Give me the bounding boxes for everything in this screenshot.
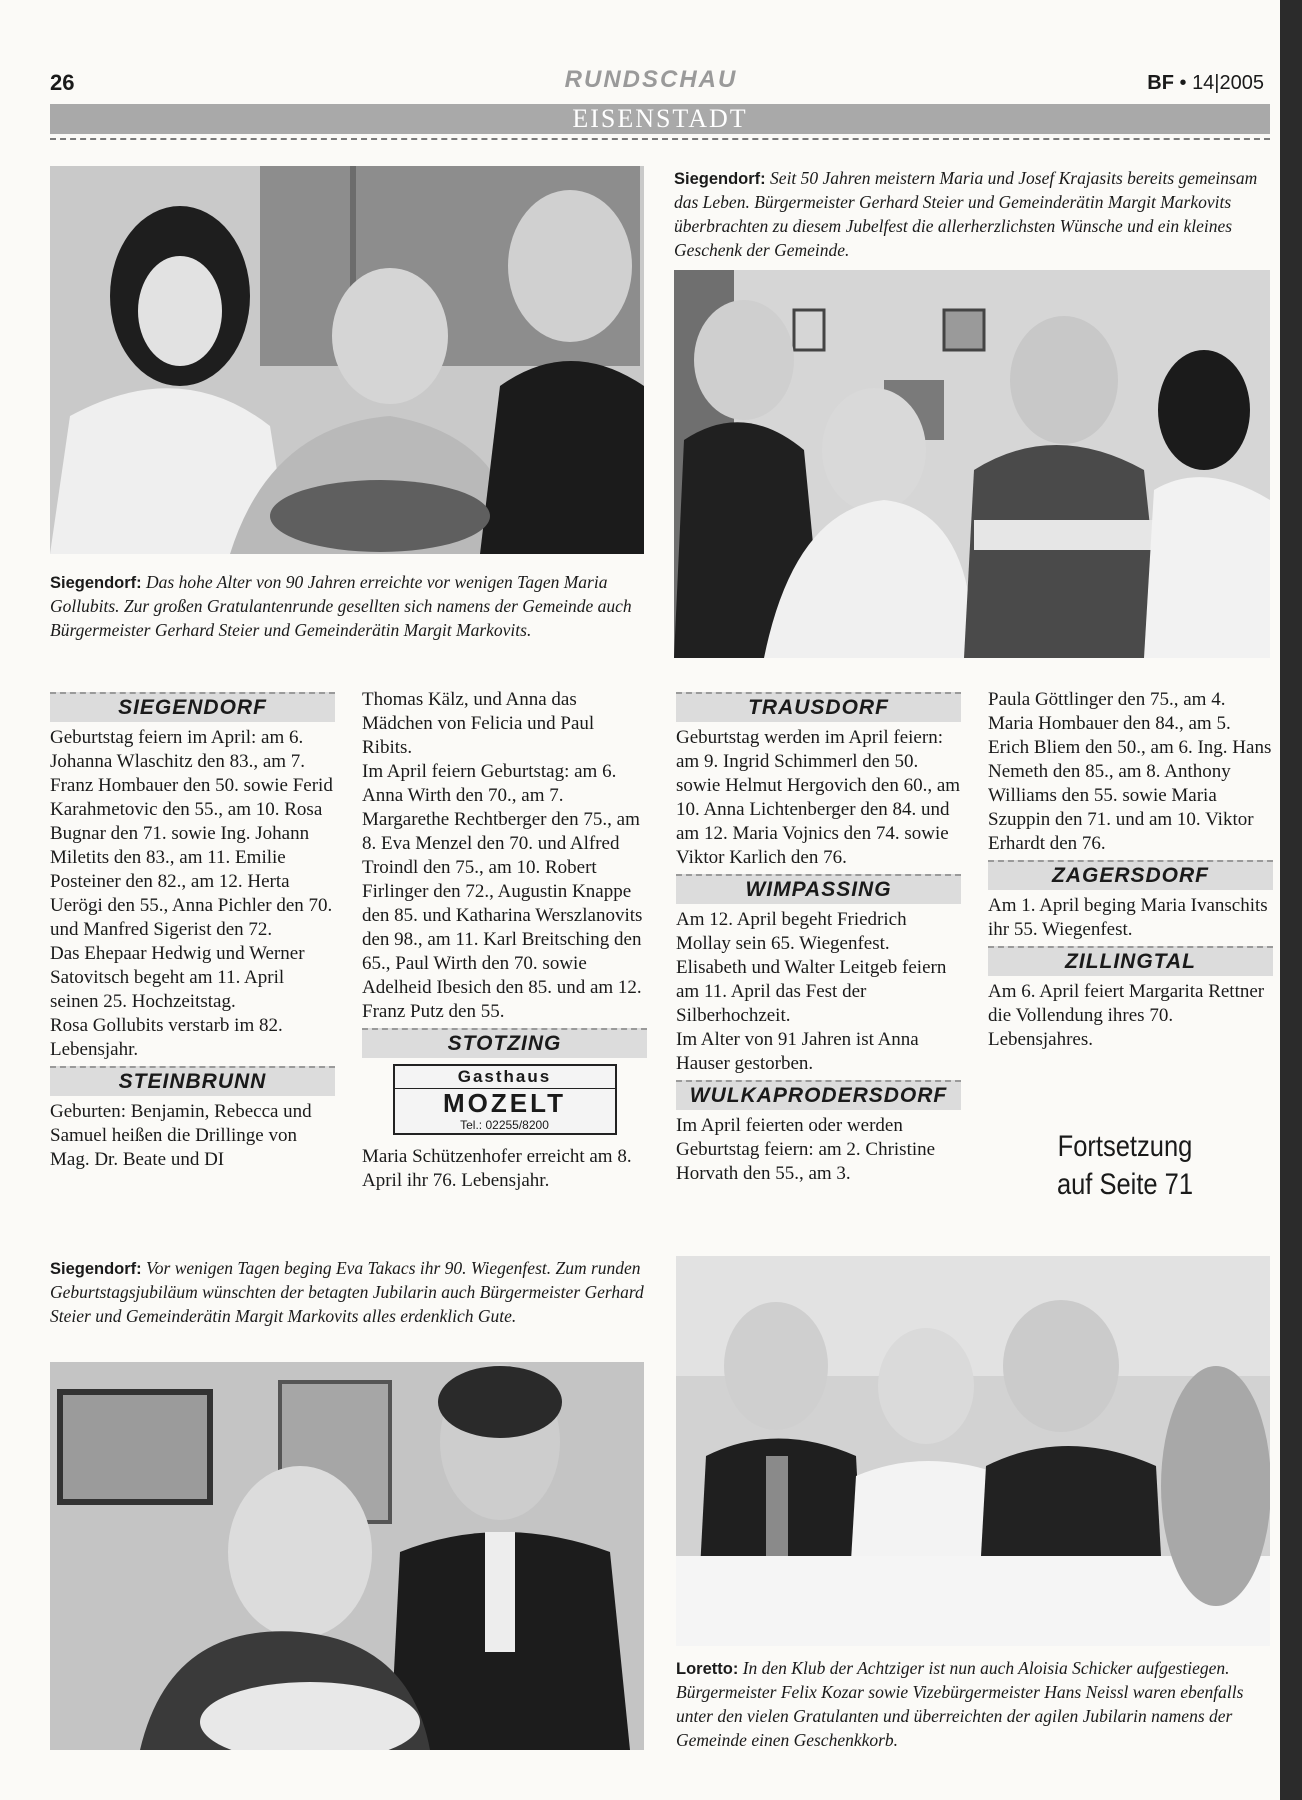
paragraph: Paula Göttlinger den 75., am 4. Maria Hombauer den 84., am 5. Erich Bliem den 50., am 6. Ing. Hans Nemeth den 85., am 8. Anthony Williams den 55. sowie Maria Szuppin den 71. und am 10. Viktor Erhardt den 76. <box>988 689 1272 854</box>
paragraph: Rosa Gollubits verstarb im 82. Lebensjahr. <box>50 1015 283 1060</box>
page-number: 26 <box>50 70 75 95</box>
issue-brand: BF <box>1147 72 1174 94</box>
continuation-line-2: auf Seite 71 <box>1056 1168 1194 1201</box>
paragraph: Im April feiern Geburtstag: am 6. Anna Wirth den 70., am 7. Margarethe Rechtberger den 75., am 8. Eva Menzel den 70. und Alfred Troindl den 75., am 10. Robert Firlinger den 72., Augustin Knappe den 85. und Katharina Werszlanovits den 98., am 11. Karl Breitsching den 65., Paul Wirth den 70. sowie Adelheid Ibesich den 85. und am 12. Franz Putz den 55. <box>362 761 643 1022</box>
paragraph: Das Ehepaar Hedwig und Werner Satovitsch begeht am 11. April seinen 25. Hochzeitstag. <box>50 943 305 1012</box>
column-1 <box>50 688 335 1172</box>
section-title: EISENSTADT <box>572 104 748 133</box>
caption-text: Seit 50 Jahren meistern Maria und Josef Krajasits bereits gemeinsam das Leben. Bürgermeister Gerhard Steier und Gemeinderätin Margit Markovits überbrachten zu diesem Jubelfest die allerherzlichsten Wünsche und ein kleines Geschenk der Gemeinde. <box>674 168 1258 260</box>
paragraph: Elisabeth und Walter Leitgeb feiern am 11. April das Fest der Silberhochzeit. <box>676 957 947 1026</box>
advertisement-gasthaus <box>393 1064 617 1135</box>
column-3 <box>676 688 961 1186</box>
caption-krajasits <box>674 166 1260 262</box>
caption-text: Vor wenigen Tagen beging Eva Takacs ihr 90. Wiegenfest. Zum runden Geburtstagsjubiläum wünschten der betagten Jubilarin auch Bürgermeister Gerhard Steier und Gemeinderätin Margit Markovits alles erdenklich Gute. <box>50 1258 644 1326</box>
continuation-note <box>1036 1128 1215 1204</box>
heading-steinbrunn: STEINBRUNN <box>50 1066 335 1096</box>
paragraph: Thomas Kälz, und Anna das Mädchen von Felicia und Paul Ribits. <box>362 689 595 758</box>
heading-trausdorf: TRAUSDORF <box>676 692 961 722</box>
issue-separator: • <box>1179 72 1187 94</box>
caption-place: Siegendorf: <box>50 574 142 592</box>
header-rule <box>50 138 1270 140</box>
caption-schicker <box>676 1656 1270 1752</box>
heading-stotzing: STOTZING <box>362 1028 647 1058</box>
photo-krajasits <box>674 270 1270 658</box>
heading-zagersdorf: ZAGERSDORF <box>988 860 1273 890</box>
heading-wulkaprodersdorf: WULKAPRODERSDORF <box>676 1080 961 1110</box>
paragraph: Am 6. April feiert Margarita Rettner die Vollendung ihres 70. Lebensjahres. <box>988 981 1265 1050</box>
paragraph: Am 12. April begeht Friedrich Mollay sein 65. Wiegenfest. <box>676 909 907 954</box>
page-spine-edge <box>1280 0 1302 1800</box>
photo-schicker <box>676 1256 1270 1646</box>
ad-line-1: Gasthaus <box>395 1066 615 1089</box>
paragraph: Im Alter von 91 Jahren ist Anna Hauser gestorben. <box>676 1029 919 1074</box>
heading-zillingtal: ZILLINGTAL <box>988 946 1273 976</box>
column-4 <box>988 688 1273 1052</box>
caption-place: Siegendorf: <box>50 1260 142 1278</box>
caption-place: Loretto: <box>676 1660 739 1678</box>
paragraph: Geburtstag werden im April feiern: am 9. Ingrid Schimmerl den 50. sowie Helmut Hergovich den 60., am 10. Anna Lichtenberger den 84. und am 12. Maria Vojnics den 74. sowie Viktor Karlich den 76. <box>676 727 961 868</box>
masthead: RUNDSCHAU <box>564 66 738 93</box>
paragraph: Am 1. April beging Maria Ivanschits ihr 55. Wiegenfest. <box>988 895 1268 940</box>
caption-gollubits <box>50 570 644 642</box>
photo-takacs <box>50 1362 644 1750</box>
heading-wimpassing: WIMPASSING <box>676 874 961 904</box>
caption-text: Das hohe Alter von 90 Jahren erreichte vor wenigen Tagen Maria Gollubits. Zur großen Gratulantenrunde gesellten sich namens der Gemeinde auch Bürgermeister Gerhard Steier und Gemeinderätin Margit Markovits. <box>50 572 632 640</box>
ad-name: MOZELT <box>443 1088 566 1118</box>
caption-text: In den Klub der Achtziger ist nun auch Aloisia Schicker aufgestiegen. Bürgermeister Felix Kozar sowie Vizebürgermeister Hans Neissl waren ebenfalls unter den vielen Gratulanten und überreichten der agilen Jubilarin namens der Gemeinde einen Geschenkkorb. <box>676 1658 1244 1750</box>
paragraph: Im April feierten oder werden Geburtstag feiern: am 2. Christine Horvath den 55., am 3. <box>676 1115 936 1184</box>
heading-siegendorf: SIEGENDORF <box>50 692 335 722</box>
column-2 <box>362 688 647 1193</box>
caption-place: Siegendorf: <box>674 170 766 188</box>
photo-gollubits <box>50 166 644 554</box>
paragraph: Geburten: Benjamin, Rebecca und Samuel heißen die Drillinge von Mag. Dr. Beate und DI <box>50 1101 312 1170</box>
issue-number: 14|2005 <box>1192 72 1264 94</box>
caption-takacs <box>50 1256 644 1328</box>
continuation-line-1: Fortsetzung <box>1057 1130 1193 1163</box>
issue-info <box>1147 72 1264 95</box>
ad-phone: Tel.: 02255/8200 <box>460 1118 549 1132</box>
paragraph: Maria Schützenhofer erreicht am 8. April ihr 76. Lebensjahr. <box>362 1146 632 1191</box>
paragraph: Geburtstag feiern im April: am 6. Johanna Wlaschitz den 83., am 7. Franz Hombauer den 50. sowie Ferid Karahmetovic den 55., am 10. Rosa Bugnar den 71. sowie Ing. Johann Miletits den 83., am 11. Emilie Posteiner den 82., am 12. Herta Uerögi den 55., Anna Pichler den 70. und Manfred Sigerist den 72. <box>50 727 333 940</box>
